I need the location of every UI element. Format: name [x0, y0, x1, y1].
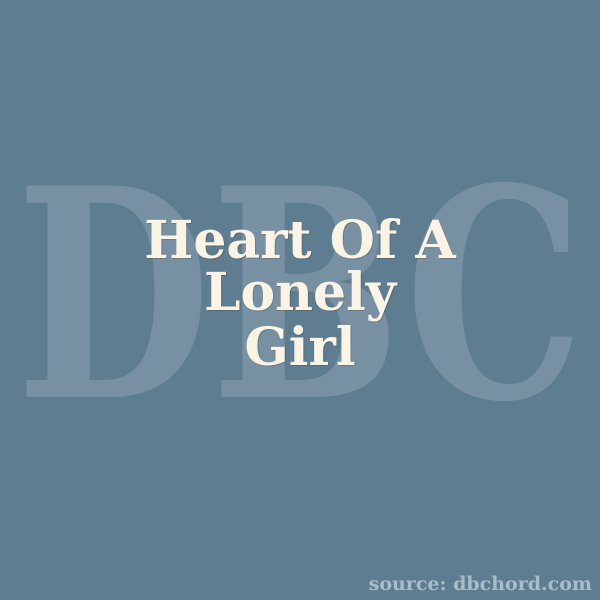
song-title-line-2: Girl	[244, 317, 356, 378]
song-title-line-1: Heart Of A Lonely	[144, 210, 456, 323]
watermark-text: DBC	[16, 165, 584, 425]
source-credit: source: dbchord.com	[368, 573, 592, 595]
